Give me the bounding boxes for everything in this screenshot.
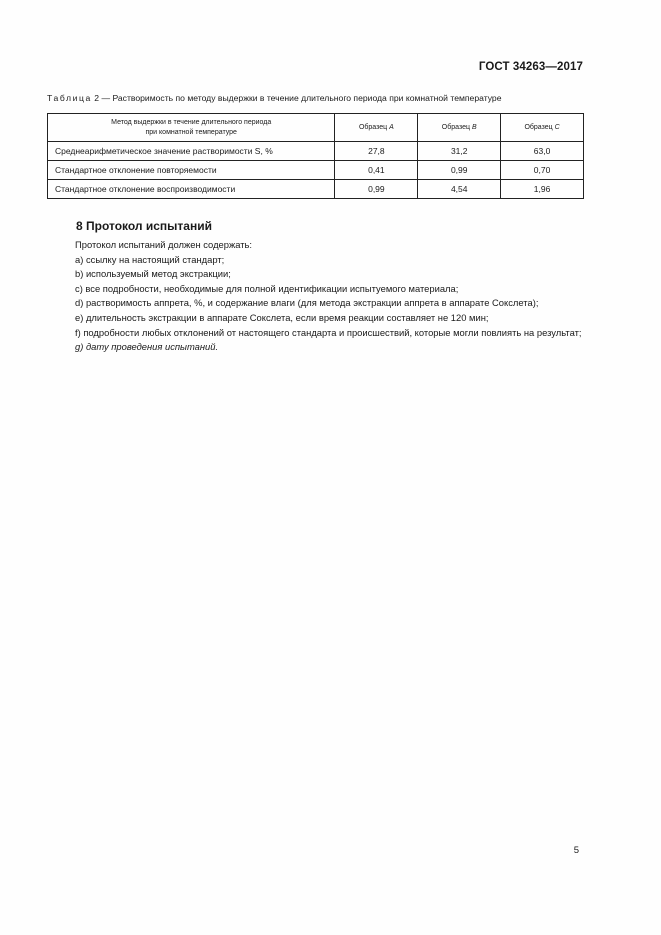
document-code: ГОСТ 34263—2017: [478, 61, 583, 73]
header-prefix: Образец: [524, 124, 553, 131]
table-header-method: [48, 114, 335, 142]
list-item-e: e) длительность экстракции в аппарате Сокслета, если время реакции составляет не 120 мин;: [75, 311, 489, 323]
sample-letter: A: [389, 124, 394, 131]
list-item-a: a) ссылку на настоящий стандарт;: [75, 253, 225, 265]
cell-value: 31,2: [418, 142, 501, 161]
table-caption: [47, 93, 502, 103]
list-item-g: g) дату проведения испытаний.: [75, 341, 219, 353]
table-row: [48, 180, 584, 199]
table-header-method-line1: Метод выдержки в течение длительного периода: [111, 118, 272, 126]
cell-value: 4,54: [418, 180, 501, 199]
sample-letter: C: [554, 124, 560, 131]
section-body: [47, 238, 584, 355]
list-item-b: b) используемый метод экстракции;: [75, 268, 231, 280]
table-caption-text: — Растворимость по методу выдержки в течение длительного периода при комнатной температуре: [101, 93, 502, 103]
table-caption-prefix: Таблица: [47, 93, 92, 103]
table-header-sample-a: [335, 114, 418, 142]
cell-value: 1,96: [501, 180, 584, 199]
solubility-table: [47, 113, 584, 199]
table-row: [48, 142, 584, 161]
cell-value: 0,41: [335, 161, 418, 180]
cell-value: 63,0: [501, 142, 584, 161]
row-label: Стандартное отклонение повторяемости: [48, 161, 335, 180]
list-item-c: c) все подробности, необходимые для полной идентификации испытуемого материала;: [75, 282, 459, 294]
cell-value: 0,99: [418, 161, 501, 180]
paragraph-intro: Протокол испытаний должен содержать:: [75, 239, 253, 250]
header-prefix: Образец: [441, 124, 470, 131]
table-caption-number: 2: [94, 93, 100, 103]
list-item-f: f) подробности любых отклонений от настоящего стандарта и происшествий, которые могли повлиять на результат;: [75, 326, 582, 338]
row-label: Стандартное отклонение воспроизводимости: [48, 180, 335, 199]
header-prefix: Образец: [358, 124, 388, 131]
list-item-d: d) растворимость аппрета, %, и содержание влаги (для метода экстракции аппрета в аппарате Сокслета);: [75, 297, 539, 309]
cell-value: 0,99: [335, 180, 418, 199]
table-header-sample-b: [418, 114, 501, 142]
table-header-method-line2: при комнатной температуре: [145, 128, 237, 136]
section-title: 8 Протокол испытаний: [76, 219, 212, 233]
cell-value: 0,70: [501, 161, 584, 180]
row-label: Среднеарифметическое значение растворимости S, %: [48, 142, 335, 161]
table-row: [48, 161, 584, 180]
table-header-sample-c: [501, 114, 584, 142]
table-header-row: [48, 114, 584, 142]
sample-letter: B: [471, 124, 477, 131]
page-number: 5: [573, 845, 579, 856]
cell-value: 27,8: [335, 142, 418, 161]
